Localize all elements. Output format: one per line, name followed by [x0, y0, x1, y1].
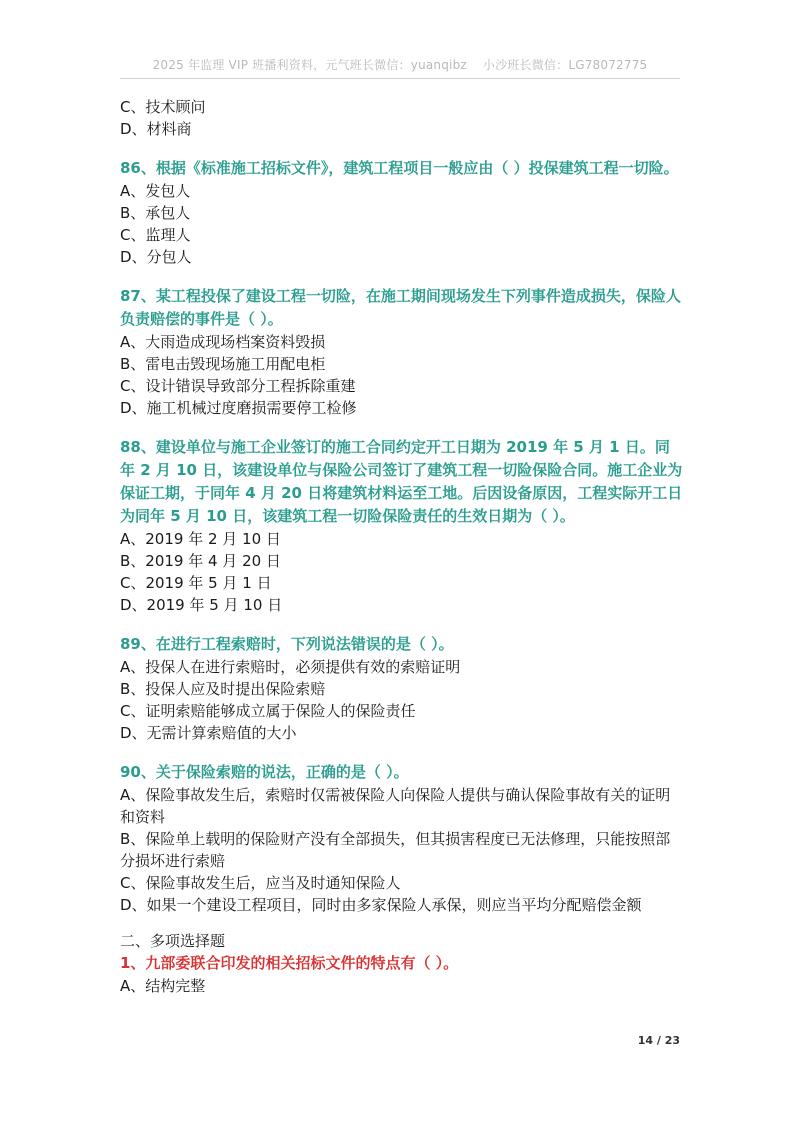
q90-option-d: D、如果一个建设工程项目，同时由多家保险人承保，则应当平均分配赔偿金额 [120, 896, 642, 914]
question-90: 90、关于保险索赔的说法，正确的是（ ）。 [120, 763, 409, 781]
q88-option-a: A、2019 年 2 月 10 日 [120, 530, 281, 548]
header-left-text: 2025 年监理 VIP 班播利资料，元气班长微信：yuanqibz [152, 58, 467, 72]
q87-option-c: C、设计错误导致部分工程拆除重建 [120, 377, 356, 395]
section-heading: 二、多项选择题 [120, 932, 226, 950]
q89-option-c: C、证明索赔能够成立属于保险人的保险责任 [120, 702, 416, 720]
q90-option-c: C、保险事故发生后，应当及时通知保险人 [120, 874, 401, 892]
q87-option-d: D、施工机械过度磨损需要停工检修 [120, 399, 357, 417]
q88-option-d: D、2019 年 5 月 10 日 [120, 596, 283, 614]
q89-option-d: D、无需计算索赔值的大小 [120, 724, 297, 742]
question-86: 86、根据《标准施工招标文件》，建筑工程项目一般应由（ ）投保建筑工程一切险。 [120, 159, 679, 177]
q89-option-a: A、投保人在进行索赔时，必须提供有效的索赔证明 [120, 658, 461, 676]
header-right-text: 小沙班长微信：LG78072775 [482, 58, 648, 72]
page-number: 14 / 23 [637, 1034, 680, 1047]
page-content [120, 96, 683, 997]
q90-option-b: B、保险单上载明的保险财产没有全部损失，但其损害程度已无法修理，只能按照部分损坏进行索赔 [120, 830, 671, 870]
q90-option-a: A、保险事故发生后，索赔时仅需被保险人向保险人提供与确认保险事故有关的证明和资料 [120, 786, 671, 826]
q86-option-b: B、承包人 [120, 204, 191, 222]
q87-option-a: A、大雨造成现场档案资料毁损 [120, 333, 326, 351]
q86-option-c: C、监理人 [120, 226, 191, 244]
question-87: 87、某工程投保了建设工程一切险，在施工期间现场发生下列事件造成损失，保险人负责赔偿的事件是（ ）。 [120, 287, 681, 328]
option-c-prev: C、技术顾问 [120, 98, 206, 116]
option-d-prev: D、材料商 [120, 120, 192, 138]
q89-option-b: B、投保人应及时提出保险索赔 [120, 680, 326, 698]
q87-option-b: B、雷电击毁现场施工用配电柜 [120, 355, 326, 373]
page-header [120, 56, 680, 79]
multi-question-1: 1、九部委联合印发的相关招标文件的特点有（ ）。 [120, 954, 459, 972]
q88-option-b: B、2019 年 4 月 20 日 [120, 552, 281, 570]
question-88: 88、建设单位与施工企业签订的施工合同约定开工日期为 2019 年 5 月 1 日。同年 2 月 10 日，该建设单位与保险公司签订了建筑工程一切险保险合同。施工企业为保证工期，于同年 4 月 20 日将建筑材料运至工地。后因设备原因，工程实际开工日为同年 5 月 10 日，该建筑工程一切险保险责任的生效日期为（ ）。 [120, 438, 683, 525]
q88-option-c: C、2019 年 5 月 1 日 [120, 574, 272, 592]
question-89: 89、在进行工程索赔时，下列说法错误的是（ ）。 [120, 635, 454, 653]
q86-option-a: A、发包人 [120, 182, 191, 200]
q86-option-d: D、分包人 [120, 248, 192, 266]
multi-q1-option-a: A、结构完整 [120, 977, 206, 995]
